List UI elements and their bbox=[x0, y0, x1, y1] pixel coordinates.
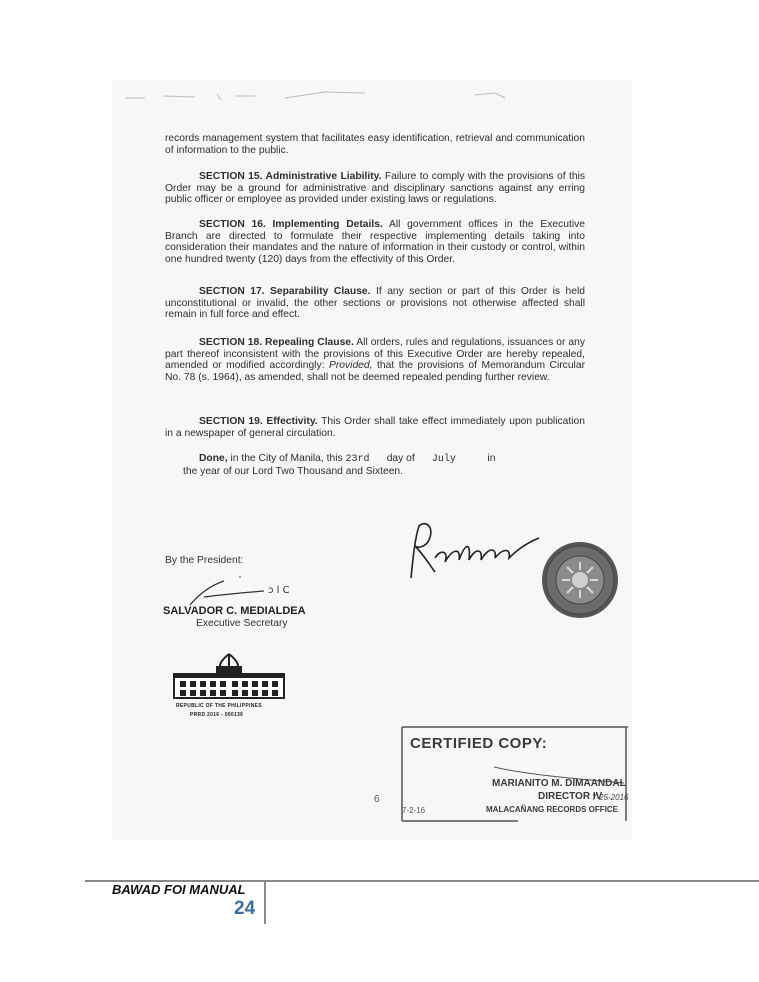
section-18-heading: SECTION 18. Repealing Clause. bbox=[199, 337, 354, 348]
section-17-text: If any section or part of this Order is held unconstitutional or invalid, the other sections or provisions not otherwise affected shall remain in full force and effect. bbox=[165, 286, 585, 321]
stamp-left-note: 7-2-16 bbox=[402, 806, 426, 815]
stamp-officer-name: MARIANITO M. DIMAANDAL bbox=[492, 778, 626, 789]
section-19 bbox=[165, 416, 585, 439]
stamp-office: MALACAÑANG RECORDS OFFICE bbox=[486, 805, 618, 814]
done-lead: Done, bbox=[199, 453, 228, 464]
section-15 bbox=[165, 171, 585, 206]
palace-caption-line2: PRRD 2016 - 000136 bbox=[190, 712, 244, 718]
footer-divider bbox=[264, 880, 266, 924]
scan-edge-marks bbox=[125, 90, 625, 104]
stamp-title: CERTIFIED COPY: bbox=[410, 735, 548, 752]
intro-text: records management system that facilitates easy identification, retrieval and communication of information to the public. bbox=[165, 133, 585, 156]
section-19-text: This Order shall take effect immediately upon publication in a newspaper of general circulation. bbox=[165, 416, 585, 439]
palace-caption-line1: REPUBLIC OF THE PHILIPPINES bbox=[176, 703, 262, 709]
malacanang-palace-logo bbox=[170, 652, 288, 702]
section-19-heading: SECTION 19. Effectivity. bbox=[199, 416, 318, 427]
page-number: 6 bbox=[374, 794, 380, 805]
section-17-heading: SECTION 17. Separability Clause. bbox=[199, 286, 371, 297]
stamp-officer-position: DIRECTOR IV bbox=[538, 791, 603, 802]
done-text-b: day of bbox=[369, 453, 432, 464]
footer-manual-title: BAWAD FOI MANUAL bbox=[112, 882, 246, 897]
section-16-heading: SECTION 16. Implementing Details. bbox=[199, 219, 383, 230]
section-17 bbox=[165, 286, 585, 321]
secretary-signature bbox=[160, 575, 300, 609]
section-18-provided: Provided, bbox=[329, 360, 373, 372]
section-15-text: Failure to comply with the provisions of this Order may be a ground for administrative and disciplinary sanctions against any erring public officer or employee as provided under existing laws or regulations. bbox=[165, 171, 586, 206]
secretary-title: Executive Secretary bbox=[196, 618, 288, 629]
president-signature bbox=[405, 518, 545, 582]
official-seal bbox=[540, 540, 620, 620]
president-signature-text: Rduterte bbox=[405, 518, 409, 519]
by-the-president: By the President: bbox=[165, 555, 244, 566]
done-month: July bbox=[431, 454, 456, 465]
signature-initial: ɔ l C bbox=[268, 585, 290, 596]
intro-paragraph bbox=[165, 133, 585, 156]
section-18-text-b: that the provisions of Memorandum Circular No. 78 (s. 1964), as amended, shall not be deemed repealed pending further review. bbox=[165, 360, 585, 383]
section-16-text: All government offices in the Executive Branch are directed to formulate their respective implementing details taking into consideration their mandates and the nature of information in their custody or control, within one hundred twenty (120) days from the effectivity of this Order. bbox=[165, 219, 585, 265]
footer-page-number: 24 bbox=[234, 898, 256, 919]
done-text-a: in the City of Manila, this bbox=[227, 453, 346, 464]
section-18 bbox=[165, 337, 585, 383]
done-day: 23rd bbox=[345, 454, 370, 465]
secretary-name: SALVADOR C. MEDIALDEA bbox=[163, 605, 306, 617]
stamp-date: 7-25-2016 bbox=[592, 793, 629, 802]
section-16 bbox=[165, 219, 585, 265]
section-15-heading: SECTION 15. Administrative Liability. bbox=[199, 171, 382, 182]
done-paragraph bbox=[165, 453, 585, 477]
done-line2: the year of our Lord Two Thousand and Sixteen. bbox=[183, 465, 404, 477]
section-18-text-a: All orders, rules and regulations, issuances or any part thereof inconsistent with the provisions of this Executive Order are hereby repealed, amended or modified accordingly: bbox=[165, 337, 585, 372]
done-text-c: in bbox=[455, 453, 496, 464]
